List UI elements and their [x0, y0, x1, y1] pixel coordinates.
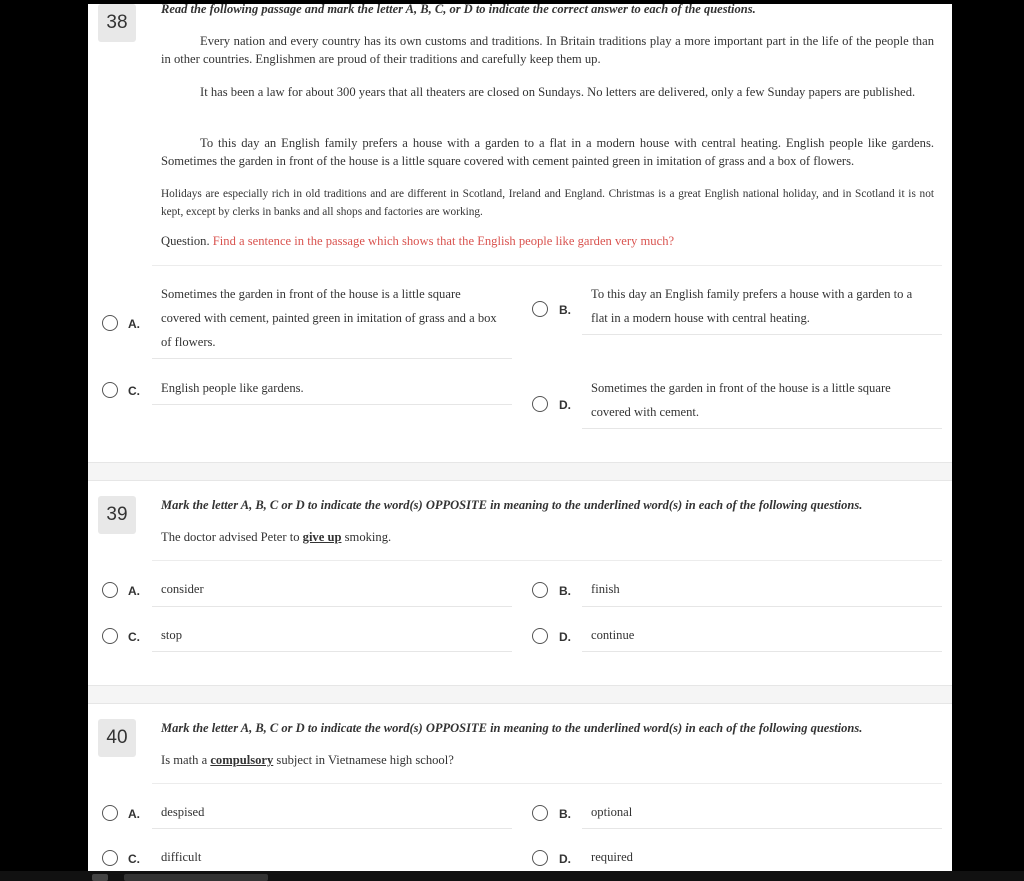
- option-text: difficult: [161, 850, 202, 864]
- sentence-before: The doctor advised Peter to: [161, 530, 303, 544]
- radio-button[interactable]: [532, 805, 548, 821]
- radio-button[interactable]: [532, 850, 548, 866]
- option-text: despised: [161, 805, 205, 819]
- option-underline: [582, 334, 942, 335]
- passage-paragraph-3: To this day an English family prefers a house with a garden to a flat in a modern house with central heating. English people like gardens. Sometimes the garden in front of the house is a little square covered with cement painted green in imitation of grass and a box of flowers.: [161, 136, 934, 168]
- sentence-after: subject in Vietnamese high school?: [273, 753, 454, 767]
- question-divider: [88, 685, 952, 704]
- radio-button[interactable]: [532, 628, 548, 644]
- taskbar-app[interactable]: [124, 874, 268, 881]
- question-instruction-39: Mark the letter A, B, C or D to indicate the word(s) OPPOSITE in meaning to the underlined word(s) in each of the following questions.: [161, 498, 863, 512]
- option-underline: [582, 828, 942, 829]
- question-prompt-38: [161, 234, 674, 249]
- question-number-38: 38: [98, 4, 136, 42]
- option-text: Sometimes the garden in front of the house is a little square covered with cement.: [591, 381, 891, 419]
- question-instruction-38: Read the following passage and mark the letter A, B, C, or D to indicate the correct answer to each of the questions.: [161, 4, 756, 16]
- option-letter: C.: [128, 852, 140, 866]
- separator: [152, 560, 942, 561]
- option-text: consider: [161, 582, 204, 596]
- option-letter: A.: [128, 317, 140, 331]
- sentence-before: Is math a: [161, 753, 211, 767]
- option-letter: B.: [559, 584, 571, 598]
- radio-button[interactable]: [102, 628, 118, 644]
- sentence-after: smoking.: [341, 530, 392, 544]
- separator: [152, 265, 942, 266]
- radio-button[interactable]: [532, 301, 548, 317]
- option-letter: B.: [559, 807, 571, 821]
- taskbar: [0, 871, 1024, 881]
- option-letter: D.: [559, 630, 571, 644]
- option-underline: [582, 651, 942, 652]
- separator: [152, 783, 942, 784]
- question-sentence-40: [161, 753, 454, 768]
- question-label: Question.: [161, 234, 210, 248]
- option-text: English people like gardens.: [161, 381, 304, 395]
- option-letter: B.: [559, 303, 571, 317]
- option-letter: A.: [128, 807, 140, 821]
- passage-paragraph-2: It has been a law for about 300 years that all theaters are closed on Sundays. No letters are delivered, only a few Sunday papers are published.: [200, 85, 916, 99]
- option-underline: [152, 358, 512, 359]
- option-underline: [582, 606, 942, 607]
- option-underline: [582, 428, 942, 429]
- passage-paragraph-1: Every nation and every country has its own customs and traditions. In Britain traditions play a more important part in the life of the people than in other countries. Englishmen are proud of their traditions and carefully keep them up.: [161, 34, 934, 66]
- option-text: stop: [161, 628, 182, 642]
- option-underline: [152, 606, 512, 607]
- underlined-word: give up: [302, 530, 342, 544]
- option-underline: [152, 828, 512, 829]
- option-text: finish: [591, 582, 620, 596]
- radio-button[interactable]: [102, 805, 118, 821]
- option-text: Sometimes the garden in front of the house is a little square covered with cement, painted green in imitation of grass and a box of flowers.: [161, 287, 497, 349]
- option-text: required: [591, 850, 633, 864]
- quiz-page: [88, 4, 952, 871]
- option-letter: D.: [559, 852, 571, 866]
- question-number-40: 40: [98, 719, 136, 757]
- option-text: To this day an English family prefers a house with a garden to a flat in a modern house with central heating.: [591, 287, 913, 325]
- option-underline: [152, 404, 512, 405]
- radio-button[interactable]: [102, 582, 118, 598]
- option-letter: C.: [128, 384, 140, 398]
- option-text: optional: [591, 805, 633, 819]
- question-text: Find a sentence in the passage which shows that the English people like garden very much?: [212, 234, 675, 248]
- radio-button[interactable]: [532, 582, 548, 598]
- passage-paragraph-4: Holidays are especially rich in old traditions and are different in Scotland, Ireland and England. Christmas is a great English national holiday, and in Scotland it is not kept, except by clerks in banks and all shops and factories are working.: [161, 188, 934, 218]
- radio-button[interactable]: [102, 315, 118, 331]
- radio-button[interactable]: [102, 382, 118, 398]
- option-letter: C.: [128, 630, 140, 644]
- radio-button[interactable]: [102, 850, 118, 866]
- question-sentence-39: [161, 530, 391, 545]
- option-text: continue: [591, 628, 635, 642]
- option-letter: A.: [128, 584, 140, 598]
- option-letter: D.: [559, 398, 571, 412]
- taskbar-icon[interactable]: [92, 874, 108, 881]
- question-instruction-40: Mark the letter A, B, C or D to indicate the word(s) OPPOSITE in meaning to the underlined word(s) in each of the following questions.: [161, 721, 863, 735]
- underlined-word: compulsory: [210, 753, 274, 767]
- question-number-39: 39: [98, 496, 136, 534]
- question-divider: [88, 462, 952, 481]
- radio-button[interactable]: [532, 396, 548, 412]
- option-underline: [152, 651, 512, 652]
